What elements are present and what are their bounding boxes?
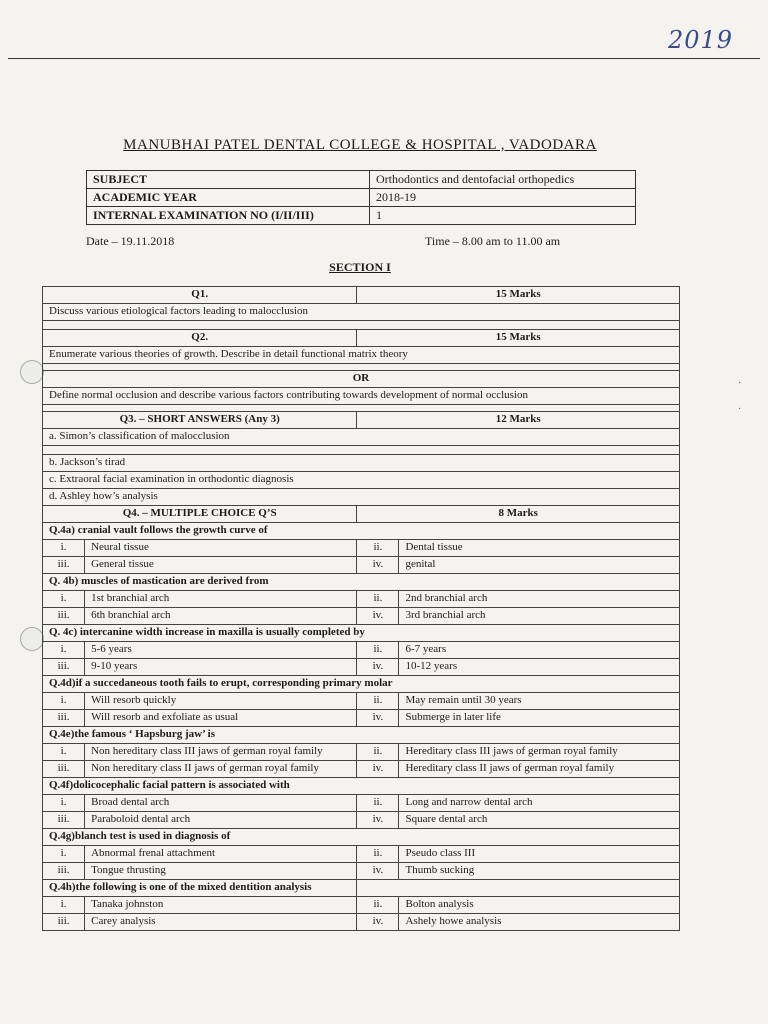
q4-label: Q4. – MULTIPLE CHOICE Q’S bbox=[43, 506, 357, 523]
mcq-option-row bbox=[43, 761, 680, 778]
mcq-option: Carey analysis bbox=[85, 914, 357, 931]
mcq-option-row bbox=[43, 897, 680, 914]
mcq-option: Broad dental arch bbox=[85, 795, 357, 812]
question-table bbox=[42, 286, 680, 931]
option-index: ii. bbox=[357, 642, 399, 659]
mcq-option-row bbox=[43, 914, 680, 931]
page-mark: · bbox=[738, 378, 742, 389]
mcq-option: 3rd branchial arch bbox=[399, 608, 680, 625]
mcq-option: Abnormal frenal attachment bbox=[85, 846, 357, 863]
q3-label: Q3. – SHORT ANSWERS (Any 3) bbox=[43, 412, 357, 429]
option-index: ii. bbox=[357, 591, 399, 608]
mcq-stem: Q.4g)blanch test is used in diagnosis of bbox=[43, 829, 680, 846]
option-index: ii. bbox=[357, 744, 399, 761]
mcq-option: Dental tissue bbox=[399, 540, 680, 557]
question-header-row bbox=[43, 287, 680, 304]
punch-hole-bottom bbox=[20, 627, 44, 651]
mcq-stem: Q. 4c) intercanine width increase in maxilla is usually completed by bbox=[43, 625, 680, 642]
mcq-option-row bbox=[43, 710, 680, 727]
q3-marks: 12 Marks bbox=[357, 412, 680, 429]
mcq-option-row bbox=[43, 659, 680, 676]
exam-time: Time – 8.00 am to 11.00 am bbox=[425, 234, 561, 248]
question-header-row bbox=[43, 412, 680, 429]
info-key: SUBJECT bbox=[87, 171, 370, 189]
option-index: iv. bbox=[357, 557, 399, 574]
option-index: ii. bbox=[357, 693, 399, 710]
page-mark: · bbox=[738, 404, 742, 415]
option-index: iii. bbox=[43, 761, 85, 778]
mcq-stem: Q. 4b) muscles of mastication are derived from bbox=[43, 574, 680, 591]
mcq-option-row bbox=[43, 863, 680, 880]
mcq-option: Neural tissue bbox=[85, 540, 357, 557]
option-index: i. bbox=[43, 540, 85, 557]
q2-label: Q2. bbox=[43, 330, 357, 347]
q2-marks: 15 Marks bbox=[357, 330, 680, 347]
exam-date: Date – 19.11.2018 bbox=[86, 234, 175, 248]
info-key: ACADEMIC YEAR bbox=[87, 189, 370, 207]
punch-hole-top bbox=[20, 360, 44, 384]
mcq-option: 5-6 years bbox=[85, 642, 357, 659]
mcq-option: Will resorb and exfoliate as usual bbox=[85, 710, 357, 727]
mcq-option: Hereditary class II jaws of german royal family bbox=[399, 761, 680, 778]
mcq-option-row bbox=[43, 795, 680, 812]
mcq-stem: Q.4e)the famous ‘ Hapsburg jaw’ is bbox=[43, 727, 680, 744]
option-index: ii. bbox=[357, 846, 399, 863]
option-index: ii. bbox=[357, 540, 399, 557]
q2-or: OR bbox=[43, 371, 680, 388]
mcq-option: genital bbox=[399, 557, 680, 574]
option-index: iii. bbox=[43, 914, 85, 931]
mcq-stem: Q.4f)dolicocephalic facial pattern is associated with bbox=[43, 778, 680, 795]
option-index: i. bbox=[43, 744, 85, 761]
option-index: iv. bbox=[357, 914, 399, 931]
page-title: MANUBHAI PATEL DENTAL COLLEGE & HOSPITAL , VADODARA bbox=[123, 137, 597, 153]
mcq-option: Ashely howe analysis bbox=[399, 914, 680, 931]
mcq-option: 2nd branchial arch bbox=[399, 591, 680, 608]
mcq-option-row bbox=[43, 591, 680, 608]
q2-alt-text: Define normal occlusion and describe various factors contributing towards development of normal occlusion bbox=[43, 388, 680, 405]
q1-text: Discuss various etiological factors leading to malocclusion bbox=[43, 304, 680, 321]
option-index: i. bbox=[43, 897, 85, 914]
option-index: iv. bbox=[357, 710, 399, 727]
question-header-row bbox=[43, 330, 680, 347]
mcq-option: Long and narrow dental arch bbox=[399, 795, 680, 812]
q3-item: c. Extraoral facial examination in orthodontic diagnosis bbox=[43, 472, 680, 489]
option-index: iv. bbox=[357, 863, 399, 880]
section-heading: SECTION I bbox=[329, 260, 391, 274]
option-index: iii. bbox=[43, 557, 85, 574]
info-row bbox=[87, 171, 636, 189]
mcq-option-row bbox=[43, 812, 680, 829]
info-row bbox=[87, 207, 636, 225]
option-index: iv. bbox=[357, 608, 399, 625]
spacer-row bbox=[43, 446, 680, 455]
mcq-stem: Q.4a) cranial vault follows the growth curve of bbox=[43, 523, 680, 540]
option-index: iii. bbox=[43, 608, 85, 625]
mcq-option: 10-12 years bbox=[399, 659, 680, 676]
mcq-option: 6-7 years bbox=[399, 642, 680, 659]
option-index: iv. bbox=[357, 659, 399, 676]
option-index: iii. bbox=[43, 812, 85, 829]
option-index: i. bbox=[43, 693, 85, 710]
mcq-option: Bolton analysis bbox=[399, 897, 680, 914]
option-index: ii. bbox=[357, 795, 399, 812]
q3-item: b. Jackson’s tirad bbox=[43, 455, 680, 472]
question-header-row bbox=[43, 506, 680, 523]
option-index: i. bbox=[43, 846, 85, 863]
mcq-option: General tissue bbox=[85, 557, 357, 574]
q1-label: Q1. bbox=[43, 287, 357, 304]
option-index: i. bbox=[43, 591, 85, 608]
option-index: iv. bbox=[357, 812, 399, 829]
q4-marks: 8 Marks bbox=[357, 506, 680, 523]
option-index: iv. bbox=[357, 761, 399, 778]
info-value: 2018-19 bbox=[370, 189, 636, 207]
mcq-option: Square dental arch bbox=[399, 812, 680, 829]
mcq-option: Non hereditary class II jaws of german royal family bbox=[85, 761, 357, 778]
mcq-option-row bbox=[43, 846, 680, 863]
option-index: i. bbox=[43, 642, 85, 659]
info-key: INTERNAL EXAMINATION NO (I/II/III) bbox=[87, 207, 370, 225]
top-rule bbox=[8, 58, 760, 59]
exam-info-table bbox=[86, 170, 636, 225]
info-row bbox=[87, 189, 636, 207]
info-value: 1 bbox=[370, 207, 636, 225]
mcq-option-row bbox=[43, 744, 680, 761]
empty-cell bbox=[357, 880, 680, 897]
mcq-option-row bbox=[43, 557, 680, 574]
mcq-option: May remain until 30 years bbox=[399, 693, 680, 710]
option-index: iii. bbox=[43, 659, 85, 676]
spacer-row bbox=[43, 405, 680, 412]
q2-text: Enumerate various theories of growth. Describe in detail functional matrix theory bbox=[43, 347, 680, 364]
mcq-option: Paraboloid dental arch bbox=[85, 812, 357, 829]
option-index: i. bbox=[43, 795, 85, 812]
mcq-option-row bbox=[43, 540, 680, 557]
mcq-option: Hereditary class III jaws of german royal family bbox=[399, 744, 680, 761]
spacer-row bbox=[43, 364, 680, 371]
mcq-option: 1st branchial arch bbox=[85, 591, 357, 608]
mcq-option-row bbox=[43, 642, 680, 659]
mcq-option: Will resorb quickly bbox=[85, 693, 357, 710]
mcq-option: Non hereditary class III jaws of german royal family bbox=[85, 744, 357, 761]
mcq-option: 9-10 years bbox=[85, 659, 357, 676]
q3-item: d. Ashley how’s analysis bbox=[43, 489, 680, 506]
mcq-option: Submerge in later life bbox=[399, 710, 680, 727]
mcq-option: 6th branchial arch bbox=[85, 608, 357, 625]
mcq-option-row bbox=[43, 608, 680, 625]
option-index: iii. bbox=[43, 710, 85, 727]
option-index: ii. bbox=[357, 897, 399, 914]
info-value: Orthodontics and dentofacial orthopedics bbox=[370, 171, 636, 189]
q3-item: a. Simon’s classification of malocclusion bbox=[43, 429, 680, 446]
mcq-stem: Q.4d)if a succedaneous tooth fails to erupt, corresponding primary molar bbox=[43, 676, 680, 693]
mcq-option: Pseudo class III bbox=[399, 846, 680, 863]
handwritten-year: 2019 bbox=[668, 26, 734, 54]
mcq-option: Thumb sucking bbox=[399, 863, 680, 880]
mcq-option-row bbox=[43, 693, 680, 710]
mcq-option: Tongue thrusting bbox=[85, 863, 357, 880]
mcq-stem: Q.4h)the following is one of the mixed dentition analysis bbox=[43, 880, 357, 897]
option-index: iii. bbox=[43, 863, 85, 880]
q1-marks: 15 Marks bbox=[357, 287, 680, 304]
spacer-row bbox=[43, 321, 680, 330]
mcq-option: Tanaka johnston bbox=[85, 897, 357, 914]
